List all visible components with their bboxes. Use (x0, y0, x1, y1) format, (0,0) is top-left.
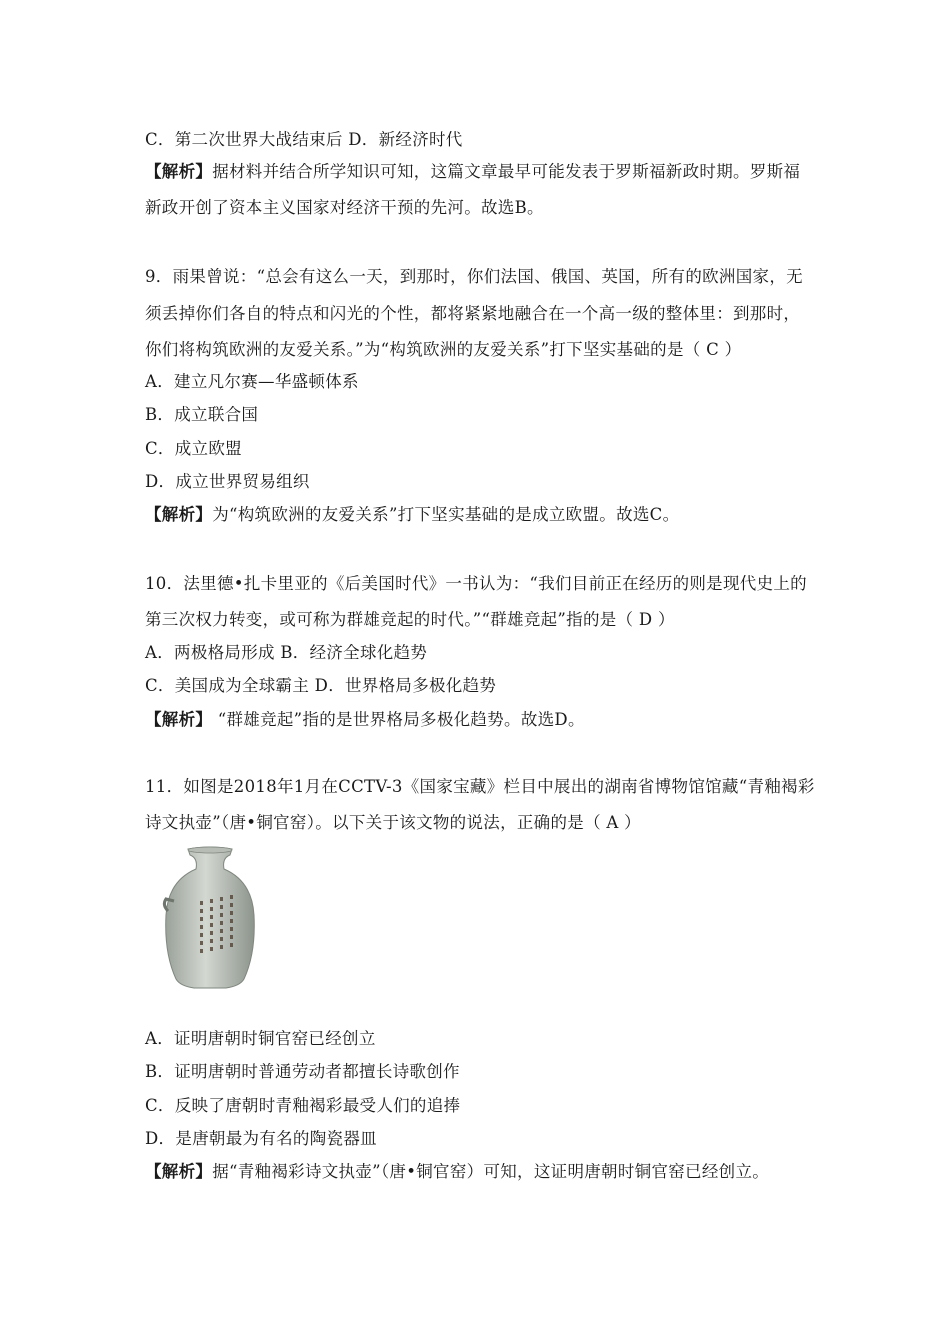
q11-option-d: D．是唐朝最为有名的陶瓷器皿 (145, 1129, 377, 1148)
q9-option-b: B．成立联合国 (145, 405, 259, 424)
q11-analysis: 【解析】据“青釉褐彩诗文执壶”（唐•铜官窑）可知，这证明唐朝时铜官窑已经创立。 (145, 1162, 770, 1181)
q8-analysis-tag: 【解析】 (145, 162, 213, 181)
q10-option-ab: A．两极格局形成 B．经济全球化趋势 (145, 643, 428, 662)
q10-stem-line-2: 第三次权力转变，或可称为群雄竞起的时代。”“群雄竞起”指的是（ D ） (145, 610, 675, 629)
q10-analysis: 【解析】 “群雄竞起”指的是世界格局多极化趋势。故选D。 (145, 710, 585, 729)
q11-option-b: B．证明唐朝时普通劳动者都擅长诗歌创作 (145, 1062, 460, 1081)
q11-stem-line-2: 诗文执壶”（唐•铜官窑）。以下关于该文物的说法，正确的是（ A ） (145, 813, 641, 832)
q9-stem-line-1: 9．雨果曾说：“总会有这么一天，到那时，你们法国、俄国、英国，所有的欧洲国家，无 (145, 267, 803, 286)
q9-option-c: C．成立欧盟 (145, 439, 242, 458)
q9-stem-line-2: 须丢掉你们各自的特点和闪光的个性，都将紧紧地融合在一个高一级的整体里：到那时， (145, 304, 801, 323)
q8-analysis-line-2: 新政开创了资本主义国家对经济干预的先河。故选B。 (145, 198, 544, 217)
q11-stem-line-1: 11．如图是2018年1月在CCTV-3《国家宝藏》栏目中展出的湖南省博物馆馆藏“青釉褐彩 (145, 777, 815, 796)
q8-analysis-line-1: 【解析】据材料并结合所学知识可知，这篇文章最早可能发表于罗斯福新政时期。罗斯福 (145, 162, 801, 181)
q9-option-a: A．建立凡尔赛—华盛顿体系 (145, 372, 359, 391)
q8-option-cd: C．第二次世界大战结束后 D．新经济时代 (145, 130, 463, 149)
q9-option-d: D．成立世界贸易组织 (145, 472, 310, 491)
vase-image (160, 845, 260, 990)
q10-stem-line-1: 10．法里德•扎卡里亚的《后美国时代》一书认为：“我们目前正在经历的则是现代史上的 (145, 574, 807, 593)
vase-drawing (160, 845, 260, 990)
q9-analysis-tag: 【解析】 (145, 505, 213, 524)
q10-analysis-tag: 【解析】 (145, 710, 213, 729)
q11-option-a: A．证明唐朝时铜官窑已经创立 (145, 1029, 376, 1048)
q10-option-cd: C．美国成为全球霸主 D．世界格局多极化趋势 (145, 676, 497, 695)
q11-analysis-tag: 【解析】 (145, 1162, 213, 1181)
q9-analysis: 【解析】为“构筑欧洲的友爱关系”打下坚实基础的是成立欧盟。故选C。 (145, 505, 680, 524)
q11-option-c: C．反映了唐朝时青釉褐彩最受人们的追捧 (145, 1096, 461, 1115)
q9-stem-line-3: 你们将构筑欧洲的友爱关系。”为“构筑欧洲的友爱关系”打下坚实基础的是（ C ） (145, 340, 742, 359)
